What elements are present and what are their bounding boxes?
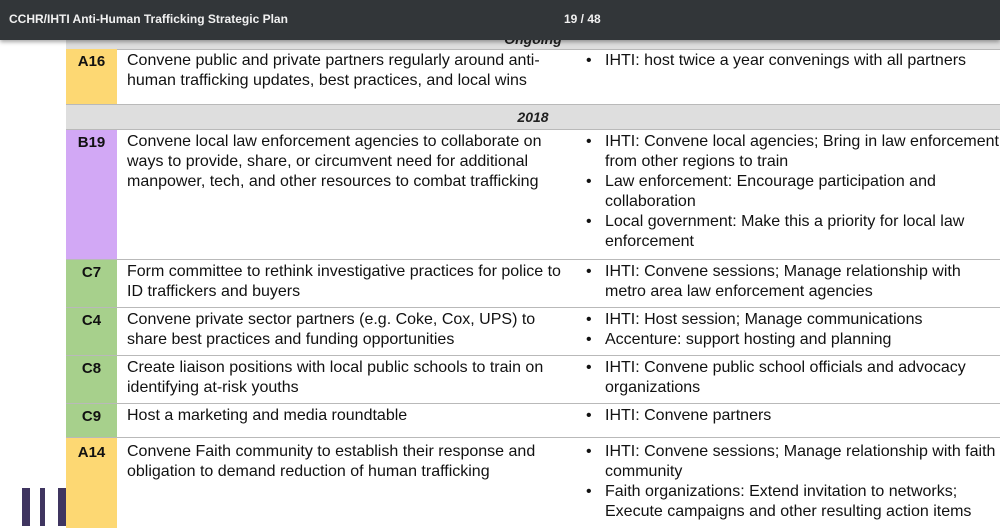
- pdf-viewer-toolbar: [0, 0, 1000, 40]
- page-indicator[interactable]: 19 / 48: [564, 12, 601, 26]
- table-row: [66, 308, 1000, 356]
- table-row: [66, 356, 1000, 404]
- list-item: • IHTI: Convene partners: [586, 406, 1000, 426]
- action-description: Convene local law enforcement agencies to collaborate on ways to provide, share, or circumvent need for additional manpower, tech, and other resources to combat trafficking: [127, 133, 542, 190]
- table-row: [66, 130, 1000, 260]
- responsibility-list: [586, 132, 1000, 252]
- action-description: Convene private sector partners (e.g. Coke, Cox, UPS) to share best practices and funding opportunities: [127, 311, 536, 348]
- section-header-2018: [66, 105, 1000, 130]
- list-item: • IHTI: host twice a year convenings with all partners: [586, 51, 1000, 71]
- responsibility-list: [586, 51, 1000, 71]
- responsibility-list: [586, 310, 1000, 350]
- action-description: Convene public and private partners regularly around anti-human trafficking updates, best practices, and local wins: [127, 52, 540, 89]
- responsibility-list: [586, 442, 1000, 522]
- list-item: • Accenture: support hosting and planning: [586, 330, 1000, 350]
- section-label: 2018: [517, 109, 549, 125]
- list-item: • IHTI: Convene public school officials and advocacy organizations: [586, 358, 1000, 398]
- organization-logo: [22, 488, 66, 526]
- list-item: • Faith organizations: Extend invitation to networks; Execute campaigns and other resulting action items: [586, 482, 1000, 522]
- list-item: • IHTI: Convene sessions; Manage relationship with faith community: [586, 442, 1000, 482]
- action-description: Host a marketing and media roundtable: [127, 407, 408, 424]
- action-code: A14: [66, 438, 117, 528]
- table-row: [66, 49, 1000, 105]
- list-item: • Local government: Make this a priority for local law enforcement: [586, 212, 1000, 252]
- list-item: • Law enforcement: Encourage participation and collaboration: [586, 172, 1000, 212]
- table-row: [66, 438, 1000, 528]
- action-code: C8: [66, 356, 117, 403]
- list-item: • IHTI: Host session; Manage communications: [586, 310, 1000, 330]
- document-title: CCHR/IHTI Anti-Human Trafficking Strategic Plan: [9, 12, 288, 26]
- list-item: • IHTI: Convene sessions; Manage relationship with metro area law enforcement agencies: [586, 262, 1000, 302]
- action-code: C7: [66, 260, 117, 307]
- action-code: C9: [66, 404, 117, 437]
- action-code: B19: [66, 130, 117, 259]
- action-description: Create liaison positions with local public schools to train on identifying at-risk youths: [127, 359, 544, 396]
- action-code: C4: [66, 308, 117, 355]
- responsibility-list: [586, 406, 1000, 426]
- document-page: [66, 40, 1000, 526]
- responsibility-list: [586, 358, 1000, 398]
- action-description: Convene Faith community to establish their response and obligation to demand reduction of human trafficking: [127, 443, 536, 480]
- responsibility-list: [586, 262, 1000, 302]
- list-item: • IHTI: Convene local agencies; Bring in law enforcement from other regions to train: [586, 132, 1000, 172]
- action-description: Form committee to rethink investigative practices for police to ID traffickers and buyers: [127, 263, 561, 300]
- table-row: [66, 260, 1000, 308]
- table-row: [66, 404, 1000, 438]
- action-code: A16: [66, 49, 117, 104]
